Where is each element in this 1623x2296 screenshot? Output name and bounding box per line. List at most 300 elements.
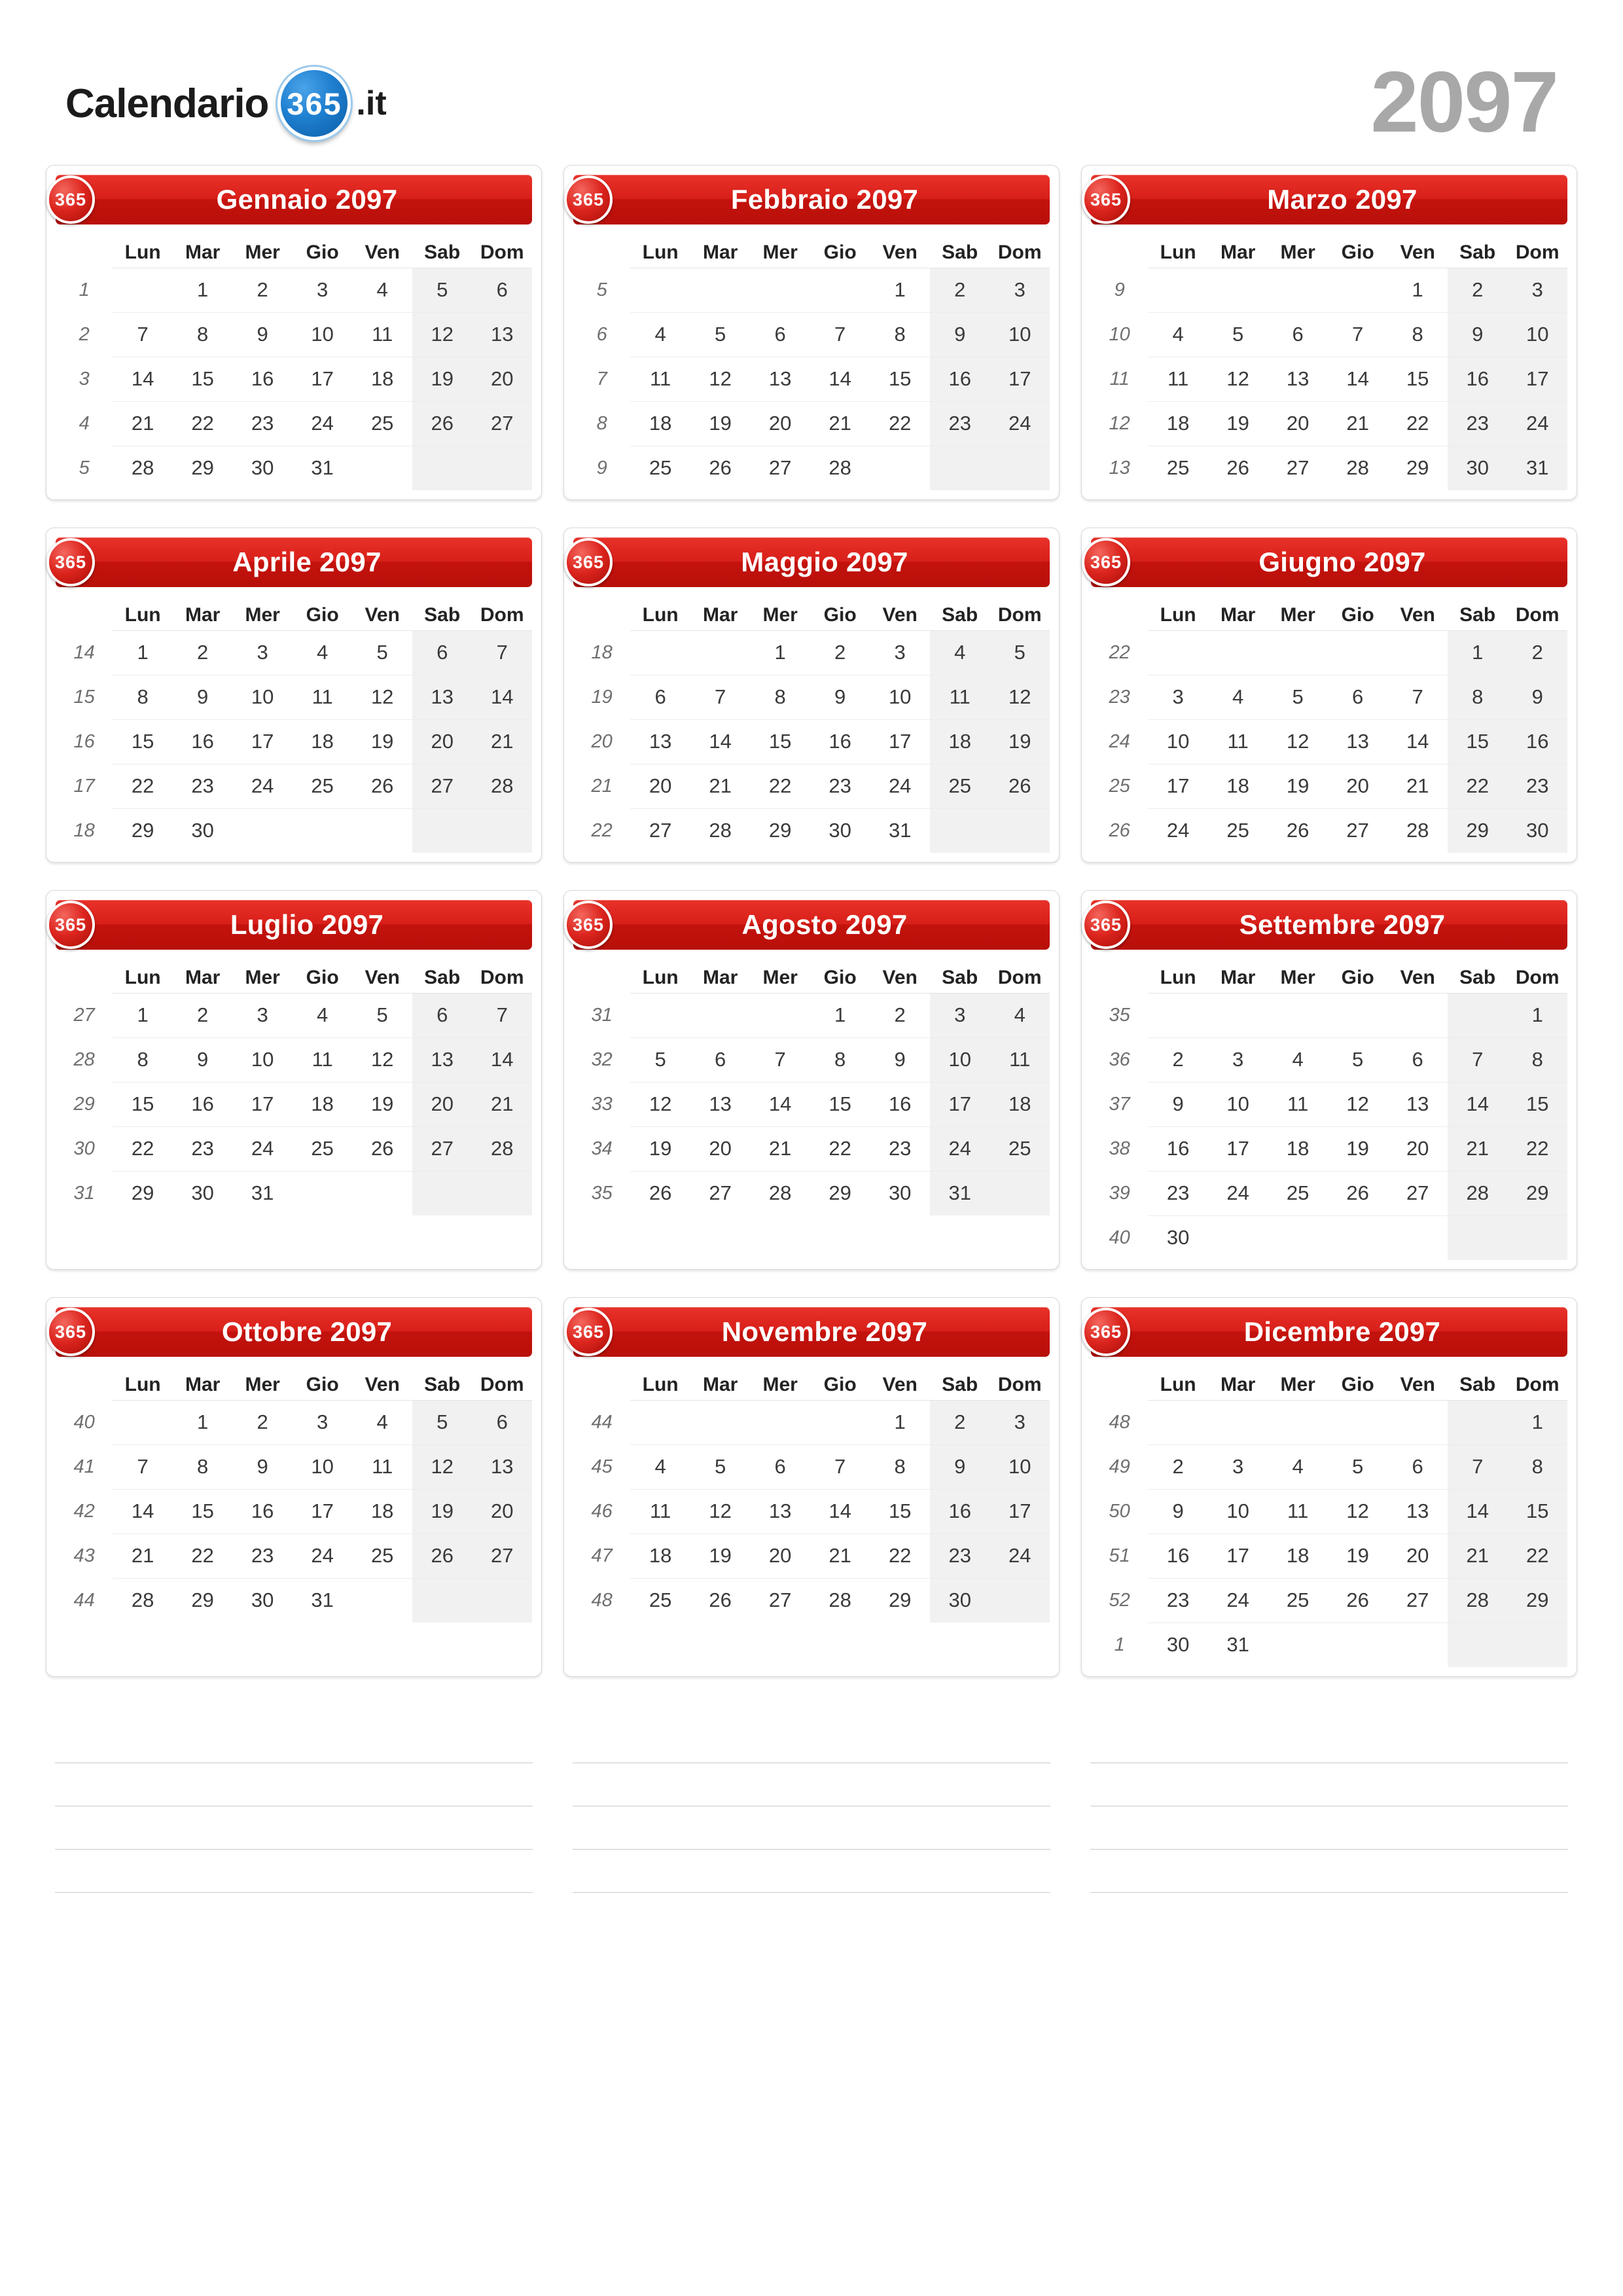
day-cell[interactable]: 8 bbox=[173, 1444, 233, 1489]
day-cell[interactable]: 26 bbox=[412, 1534, 473, 1578]
note-line[interactable] bbox=[55, 1850, 533, 1893]
day-cell[interactable]: 13 bbox=[472, 312, 532, 357]
day-cell[interactable]: 18 bbox=[293, 1082, 353, 1126]
day-cell[interactable]: 13 bbox=[750, 1489, 810, 1534]
day-cell[interactable]: 14 bbox=[1328, 357, 1388, 401]
day-cell[interactable]: 30 bbox=[232, 1578, 293, 1623]
day-cell[interactable]: 1 bbox=[1448, 630, 1508, 675]
day-cell[interactable]: 9 bbox=[1448, 312, 1508, 357]
day-cell[interactable]: 31 bbox=[870, 808, 930, 853]
day-cell[interactable]: 10 bbox=[930, 1037, 990, 1082]
note-line[interactable] bbox=[1090, 1850, 1568, 1893]
day-cell[interactable]: 12 bbox=[412, 1444, 473, 1489]
day-cell[interactable]: 8 bbox=[113, 1037, 173, 1082]
day-cell[interactable]: 25 bbox=[1208, 808, 1268, 853]
day-cell[interactable]: 20 bbox=[1387, 1126, 1448, 1171]
day-cell[interactable]: 13 bbox=[1387, 1489, 1448, 1534]
day-cell[interactable]: 23 bbox=[232, 1534, 293, 1578]
day-cell[interactable]: 5 bbox=[990, 630, 1050, 675]
day-cell[interactable]: 26 bbox=[412, 401, 473, 446]
day-cell[interactable]: 14 bbox=[1448, 1082, 1508, 1126]
day-cell[interactable]: 4 bbox=[352, 1400, 412, 1444]
day-cell[interactable]: 16 bbox=[173, 719, 233, 764]
day-cell[interactable]: 23 bbox=[1507, 764, 1567, 808]
day-cell[interactable]: 20 bbox=[1387, 1534, 1448, 1578]
day-cell[interactable]: 23 bbox=[810, 764, 870, 808]
day-cell[interactable]: 12 bbox=[352, 1037, 412, 1082]
note-line[interactable] bbox=[55, 1806, 533, 1850]
day-cell[interactable]: 28 bbox=[810, 1578, 870, 1623]
day-cell[interactable]: 6 bbox=[1387, 1444, 1448, 1489]
day-cell[interactable]: 2 bbox=[1507, 630, 1567, 675]
day-cell[interactable]: 13 bbox=[412, 675, 473, 719]
day-cell[interactable]: 2 bbox=[1148, 1444, 1208, 1489]
day-cell[interactable]: 4 bbox=[1268, 1444, 1328, 1489]
day-cell[interactable]: 30 bbox=[1148, 1623, 1208, 1667]
day-cell[interactable]: 8 bbox=[810, 1037, 870, 1082]
day-cell[interactable]: 6 bbox=[412, 993, 473, 1037]
day-cell[interactable]: 21 bbox=[1448, 1534, 1508, 1578]
day-cell[interactable]: 22 bbox=[113, 764, 173, 808]
day-cell[interactable]: 23 bbox=[870, 1126, 930, 1171]
day-cell[interactable]: 4 bbox=[293, 993, 353, 1037]
day-cell[interactable]: 8 bbox=[113, 675, 173, 719]
day-cell[interactable]: 16 bbox=[930, 357, 990, 401]
day-cell[interactable]: 9 bbox=[1507, 675, 1567, 719]
day-cell[interactable]: 15 bbox=[870, 1489, 930, 1534]
day-cell[interactable]: 16 bbox=[930, 1489, 990, 1534]
day-cell[interactable]: 5 bbox=[690, 312, 751, 357]
day-cell[interactable]: 20 bbox=[412, 1082, 473, 1126]
day-cell[interactable]: 2 bbox=[930, 268, 990, 312]
day-cell[interactable]: 30 bbox=[232, 446, 293, 490]
day-cell[interactable]: 16 bbox=[870, 1082, 930, 1126]
day-cell[interactable]: 6 bbox=[750, 1444, 810, 1489]
day-cell[interactable]: 6 bbox=[472, 268, 532, 312]
day-cell[interactable]: 10 bbox=[990, 312, 1050, 357]
day-cell[interactable]: 22 bbox=[870, 401, 930, 446]
day-cell[interactable]: 23 bbox=[1148, 1171, 1208, 1215]
day-cell[interactable]: 19 bbox=[990, 719, 1050, 764]
day-cell[interactable]: 26 bbox=[690, 446, 751, 490]
day-cell[interactable]: 4 bbox=[990, 993, 1050, 1037]
day-cell[interactable]: 1 bbox=[173, 268, 233, 312]
day-cell[interactable]: 29 bbox=[113, 808, 173, 853]
day-cell[interactable]: 11 bbox=[1268, 1082, 1328, 1126]
day-cell[interactable]: 28 bbox=[690, 808, 751, 853]
day-cell[interactable]: 17 bbox=[232, 719, 293, 764]
day-cell[interactable]: 8 bbox=[1448, 675, 1508, 719]
day-cell[interactable]: 12 bbox=[1328, 1082, 1388, 1126]
day-cell[interactable]: 27 bbox=[750, 446, 810, 490]
day-cell[interactable]: 21 bbox=[1387, 764, 1448, 808]
day-cell[interactable]: 27 bbox=[690, 1171, 751, 1215]
day-cell[interactable]: 3 bbox=[293, 268, 353, 312]
day-cell[interactable]: 10 bbox=[1208, 1489, 1268, 1534]
day-cell[interactable]: 27 bbox=[472, 401, 532, 446]
day-cell[interactable]: 24 bbox=[1507, 401, 1567, 446]
day-cell[interactable]: 11 bbox=[930, 675, 990, 719]
day-cell[interactable]: 26 bbox=[1328, 1578, 1388, 1623]
day-cell[interactable]: 22 bbox=[1448, 764, 1508, 808]
day-cell[interactable]: 14 bbox=[472, 675, 532, 719]
day-cell[interactable]: 25 bbox=[293, 764, 353, 808]
day-cell[interactable]: 5 bbox=[1328, 1037, 1388, 1082]
day-cell[interactable]: 18 bbox=[630, 1534, 690, 1578]
day-cell[interactable]: 29 bbox=[1448, 808, 1508, 853]
day-cell[interactable]: 7 bbox=[810, 1444, 870, 1489]
day-cell[interactable]: 19 bbox=[412, 1489, 473, 1534]
day-cell[interactable]: 14 bbox=[810, 1489, 870, 1534]
day-cell[interactable]: 9 bbox=[930, 1444, 990, 1489]
day-cell[interactable]: 23 bbox=[930, 401, 990, 446]
day-cell[interactable]: 24 bbox=[930, 1126, 990, 1171]
day-cell[interactable]: 14 bbox=[472, 1037, 532, 1082]
day-cell[interactable]: 16 bbox=[173, 1082, 233, 1126]
day-cell[interactable]: 14 bbox=[810, 357, 870, 401]
day-cell[interactable]: 2 bbox=[810, 630, 870, 675]
day-cell[interactable]: 14 bbox=[1448, 1489, 1508, 1534]
day-cell[interactable]: 26 bbox=[1268, 808, 1328, 853]
day-cell[interactable]: 14 bbox=[750, 1082, 810, 1126]
day-cell[interactable]: 18 bbox=[930, 719, 990, 764]
day-cell[interactable]: 22 bbox=[1387, 401, 1448, 446]
day-cell[interactable]: 19 bbox=[1208, 401, 1268, 446]
day-cell[interactable]: 4 bbox=[630, 1444, 690, 1489]
day-cell[interactable]: 12 bbox=[352, 675, 412, 719]
note-line[interactable] bbox=[573, 1806, 1050, 1850]
day-cell[interactable]: 26 bbox=[1328, 1171, 1388, 1215]
day-cell[interactable]: 16 bbox=[810, 719, 870, 764]
day-cell[interactable]: 24 bbox=[1148, 808, 1208, 853]
day-cell[interactable]: 12 bbox=[412, 312, 473, 357]
day-cell[interactable]: 22 bbox=[750, 764, 810, 808]
day-cell[interactable]: 17 bbox=[870, 719, 930, 764]
day-cell[interactable]: 11 bbox=[1208, 719, 1268, 764]
day-cell[interactable]: 16 bbox=[1148, 1534, 1208, 1578]
day-cell[interactable]: 4 bbox=[1268, 1037, 1328, 1082]
day-cell[interactable]: 2 bbox=[232, 268, 293, 312]
day-cell[interactable]: 13 bbox=[1387, 1082, 1448, 1126]
day-cell[interactable]: 11 bbox=[352, 312, 412, 357]
day-cell[interactable]: 20 bbox=[750, 1534, 810, 1578]
day-cell[interactable]: 15 bbox=[870, 357, 930, 401]
day-cell[interactable]: 20 bbox=[690, 1126, 751, 1171]
day-cell[interactable]: 13 bbox=[690, 1082, 751, 1126]
day-cell[interactable]: 7 bbox=[472, 630, 532, 675]
day-cell[interactable]: 17 bbox=[232, 1082, 293, 1126]
note-line[interactable] bbox=[573, 1763, 1050, 1806]
day-cell[interactable]: 14 bbox=[1387, 719, 1448, 764]
day-cell[interactable]: 17 bbox=[990, 357, 1050, 401]
day-cell[interactable]: 8 bbox=[173, 312, 233, 357]
day-cell[interactable]: 14 bbox=[690, 719, 751, 764]
day-cell[interactable]: 3 bbox=[293, 1400, 353, 1444]
day-cell[interactable]: 23 bbox=[1448, 401, 1508, 446]
day-cell[interactable]: 15 bbox=[113, 719, 173, 764]
day-cell[interactable]: 22 bbox=[810, 1126, 870, 1171]
day-cell[interactable]: 22 bbox=[1507, 1534, 1567, 1578]
note-line[interactable] bbox=[1090, 1763, 1568, 1806]
day-cell[interactable]: 30 bbox=[1507, 808, 1567, 853]
day-cell[interactable]: 30 bbox=[173, 1171, 233, 1215]
day-cell[interactable]: 2 bbox=[232, 1400, 293, 1444]
day-cell[interactable]: 17 bbox=[1507, 357, 1567, 401]
day-cell[interactable]: 4 bbox=[630, 312, 690, 357]
day-cell[interactable]: 4 bbox=[1148, 312, 1208, 357]
day-cell[interactable]: 18 bbox=[352, 1489, 412, 1534]
day-cell[interactable]: 6 bbox=[1328, 675, 1388, 719]
day-cell[interactable]: 11 bbox=[1148, 357, 1208, 401]
day-cell[interactable]: 20 bbox=[412, 719, 473, 764]
day-cell[interactable]: 28 bbox=[810, 446, 870, 490]
day-cell[interactable]: 19 bbox=[1328, 1126, 1388, 1171]
day-cell[interactable]: 12 bbox=[990, 675, 1050, 719]
day-cell[interactable]: 20 bbox=[1328, 764, 1388, 808]
day-cell[interactable]: 17 bbox=[1208, 1126, 1268, 1171]
day-cell[interactable]: 6 bbox=[1268, 312, 1328, 357]
day-cell[interactable]: 1 bbox=[870, 1400, 930, 1444]
day-cell[interactable]: 18 bbox=[352, 357, 412, 401]
day-cell[interactable]: 22 bbox=[173, 401, 233, 446]
day-cell[interactable]: 10 bbox=[1507, 312, 1567, 357]
day-cell[interactable]: 8 bbox=[870, 1444, 930, 1489]
day-cell[interactable]: 19 bbox=[1268, 764, 1328, 808]
day-cell[interactable]: 15 bbox=[1448, 719, 1508, 764]
day-cell[interactable]: 1 bbox=[1507, 993, 1567, 1037]
day-cell[interactable]: 24 bbox=[1208, 1578, 1268, 1623]
note-line[interactable] bbox=[1090, 1720, 1568, 1763]
day-cell[interactable]: 5 bbox=[1268, 675, 1328, 719]
day-cell[interactable]: 2 bbox=[870, 993, 930, 1037]
day-cell[interactable]: 10 bbox=[293, 312, 353, 357]
day-cell[interactable]: 26 bbox=[690, 1578, 751, 1623]
note-line[interactable] bbox=[573, 1720, 1050, 1763]
day-cell[interactable]: 27 bbox=[412, 1126, 473, 1171]
day-cell[interactable]: 3 bbox=[990, 1400, 1050, 1444]
day-cell[interactable]: 12 bbox=[1268, 719, 1328, 764]
day-cell[interactable]: 27 bbox=[1328, 808, 1388, 853]
day-cell[interactable]: 16 bbox=[232, 1489, 293, 1534]
day-cell[interactable]: 1 bbox=[113, 993, 173, 1037]
day-cell[interactable]: 7 bbox=[690, 675, 751, 719]
day-cell[interactable]: 21 bbox=[690, 764, 751, 808]
day-cell[interactable]: 1 bbox=[113, 630, 173, 675]
day-cell[interactable]: 11 bbox=[630, 1489, 690, 1534]
day-cell[interactable]: 21 bbox=[750, 1126, 810, 1171]
day-cell[interactable]: 25 bbox=[293, 1126, 353, 1171]
day-cell[interactable]: 17 bbox=[930, 1082, 990, 1126]
day-cell[interactable]: 29 bbox=[173, 1578, 233, 1623]
day-cell[interactable]: 13 bbox=[472, 1444, 532, 1489]
day-cell[interactable]: 22 bbox=[870, 1534, 930, 1578]
day-cell[interactable]: 3 bbox=[870, 630, 930, 675]
day-cell[interactable]: 18 bbox=[1148, 401, 1208, 446]
day-cell[interactable]: 19 bbox=[412, 357, 473, 401]
day-cell[interactable]: 20 bbox=[1268, 401, 1328, 446]
day-cell[interactable]: 10 bbox=[232, 675, 293, 719]
day-cell[interactable]: 28 bbox=[472, 1126, 532, 1171]
day-cell[interactable]: 18 bbox=[1208, 764, 1268, 808]
day-cell[interactable]: 25 bbox=[1268, 1578, 1328, 1623]
day-cell[interactable]: 12 bbox=[630, 1082, 690, 1126]
day-cell[interactable]: 29 bbox=[870, 1578, 930, 1623]
day-cell[interactable]: 10 bbox=[293, 1444, 353, 1489]
day-cell[interactable]: 3 bbox=[1148, 675, 1208, 719]
day-cell[interactable]: 17 bbox=[990, 1489, 1050, 1534]
day-cell[interactable]: 25 bbox=[1148, 446, 1208, 490]
day-cell[interactable]: 5 bbox=[412, 268, 473, 312]
day-cell[interactable]: 30 bbox=[870, 1171, 930, 1215]
day-cell[interactable]: 23 bbox=[232, 401, 293, 446]
day-cell[interactable]: 11 bbox=[293, 1037, 353, 1082]
day-cell[interactable]: 15 bbox=[1387, 357, 1448, 401]
day-cell[interactable]: 25 bbox=[630, 446, 690, 490]
day-cell[interactable]: 3 bbox=[930, 993, 990, 1037]
day-cell[interactable]: 26 bbox=[1208, 446, 1268, 490]
day-cell[interactable]: 28 bbox=[750, 1171, 810, 1215]
day-cell[interactable]: 29 bbox=[1507, 1578, 1567, 1623]
day-cell[interactable]: 28 bbox=[113, 1578, 173, 1623]
day-cell[interactable]: 27 bbox=[1268, 446, 1328, 490]
day-cell[interactable]: 1 bbox=[1507, 1400, 1567, 1444]
day-cell[interactable]: 20 bbox=[472, 357, 532, 401]
day-cell[interactable]: 28 bbox=[113, 446, 173, 490]
day-cell[interactable]: 23 bbox=[930, 1534, 990, 1578]
day-cell[interactable]: 15 bbox=[750, 719, 810, 764]
day-cell[interactable]: 6 bbox=[690, 1037, 751, 1082]
day-cell[interactable]: 8 bbox=[1387, 312, 1448, 357]
day-cell[interactable]: 7 bbox=[1387, 675, 1448, 719]
day-cell[interactable]: 12 bbox=[690, 357, 751, 401]
day-cell[interactable]: 21 bbox=[1448, 1126, 1508, 1171]
day-cell[interactable]: 29 bbox=[1507, 1171, 1567, 1215]
day-cell[interactable]: 7 bbox=[472, 993, 532, 1037]
day-cell[interactable]: 15 bbox=[1507, 1082, 1567, 1126]
day-cell[interactable]: 30 bbox=[930, 1578, 990, 1623]
day-cell[interactable]: 2 bbox=[173, 630, 233, 675]
day-cell[interactable]: 2 bbox=[1148, 1037, 1208, 1082]
day-cell[interactable]: 22 bbox=[1507, 1126, 1567, 1171]
day-cell[interactable]: 24 bbox=[990, 1534, 1050, 1578]
day-cell[interactable]: 21 bbox=[810, 401, 870, 446]
day-cell[interactable]: 20 bbox=[750, 401, 810, 446]
day-cell[interactable]: 7 bbox=[810, 312, 870, 357]
day-cell[interactable]: 21 bbox=[113, 1534, 173, 1578]
day-cell[interactable]: 5 bbox=[352, 993, 412, 1037]
day-cell[interactable]: 26 bbox=[352, 1126, 412, 1171]
day-cell[interactable]: 10 bbox=[1148, 719, 1208, 764]
day-cell[interactable]: 15 bbox=[1507, 1489, 1567, 1534]
day-cell[interactable]: 4 bbox=[352, 268, 412, 312]
day-cell[interactable]: 21 bbox=[1328, 401, 1388, 446]
day-cell[interactable]: 16 bbox=[232, 357, 293, 401]
day-cell[interactable]: 6 bbox=[1387, 1037, 1448, 1082]
day-cell[interactable]: 24 bbox=[232, 1126, 293, 1171]
day-cell[interactable]: 26 bbox=[352, 764, 412, 808]
day-cell[interactable]: 15 bbox=[173, 357, 233, 401]
day-cell[interactable]: 9 bbox=[810, 675, 870, 719]
day-cell[interactable]: 3 bbox=[232, 993, 293, 1037]
day-cell[interactable]: 17 bbox=[1148, 764, 1208, 808]
day-cell[interactable]: 19 bbox=[352, 1082, 412, 1126]
day-cell[interactable]: 24 bbox=[990, 401, 1050, 446]
day-cell[interactable]: 25 bbox=[1268, 1171, 1328, 1215]
day-cell[interactable]: 31 bbox=[930, 1171, 990, 1215]
day-cell[interactable]: 16 bbox=[1448, 357, 1508, 401]
day-cell[interactable]: 3 bbox=[990, 268, 1050, 312]
day-cell[interactable]: 8 bbox=[1507, 1444, 1567, 1489]
day-cell[interactable]: 27 bbox=[1387, 1578, 1448, 1623]
day-cell[interactable]: 7 bbox=[750, 1037, 810, 1082]
day-cell[interactable]: 6 bbox=[750, 312, 810, 357]
day-cell[interactable]: 2 bbox=[173, 993, 233, 1037]
day-cell[interactable]: 2 bbox=[1448, 268, 1508, 312]
day-cell[interactable]: 30 bbox=[810, 808, 870, 853]
day-cell[interactable]: 15 bbox=[173, 1489, 233, 1534]
day-cell[interactable]: 26 bbox=[990, 764, 1050, 808]
note-line[interactable] bbox=[55, 1763, 533, 1806]
day-cell[interactable]: 15 bbox=[810, 1082, 870, 1126]
day-cell[interactable]: 15 bbox=[113, 1082, 173, 1126]
day-cell[interactable]: 5 bbox=[412, 1400, 473, 1444]
day-cell[interactable]: 24 bbox=[293, 1534, 353, 1578]
day-cell[interactable]: 18 bbox=[990, 1082, 1050, 1126]
day-cell[interactable]: 25 bbox=[352, 1534, 412, 1578]
day-cell[interactable]: 31 bbox=[1208, 1623, 1268, 1667]
day-cell[interactable]: 31 bbox=[1507, 446, 1567, 490]
day-cell[interactable]: 19 bbox=[630, 1126, 690, 1171]
day-cell[interactable]: 29 bbox=[173, 446, 233, 490]
day-cell[interactable]: 26 bbox=[630, 1171, 690, 1215]
day-cell[interactable]: 19 bbox=[1328, 1534, 1388, 1578]
day-cell[interactable]: 3 bbox=[1507, 268, 1567, 312]
day-cell[interactable]: 9 bbox=[870, 1037, 930, 1082]
day-cell[interactable]: 9 bbox=[1148, 1489, 1208, 1534]
day-cell[interactable]: 4 bbox=[293, 630, 353, 675]
day-cell[interactable]: 21 bbox=[472, 719, 532, 764]
day-cell[interactable]: 3 bbox=[1208, 1037, 1268, 1082]
day-cell[interactable]: 14 bbox=[113, 1489, 173, 1534]
day-cell[interactable]: 28 bbox=[1448, 1171, 1508, 1215]
day-cell[interactable]: 4 bbox=[1208, 675, 1268, 719]
day-cell[interactable]: 18 bbox=[1268, 1126, 1328, 1171]
day-cell[interactable]: 14 bbox=[113, 357, 173, 401]
site-logo[interactable] bbox=[65, 67, 387, 140]
day-cell[interactable]: 22 bbox=[173, 1534, 233, 1578]
day-cell[interactable]: 28 bbox=[1387, 808, 1448, 853]
day-cell[interactable]: 11 bbox=[352, 1444, 412, 1489]
note-line[interactable] bbox=[573, 1850, 1050, 1893]
day-cell[interactable]: 9 bbox=[1148, 1082, 1208, 1126]
day-cell[interactable]: 16 bbox=[1148, 1126, 1208, 1171]
day-cell[interactable]: 31 bbox=[293, 446, 353, 490]
day-cell[interactable]: 3 bbox=[1208, 1444, 1268, 1489]
day-cell[interactable]: 28 bbox=[1328, 446, 1388, 490]
day-cell[interactable]: 8 bbox=[750, 675, 810, 719]
day-cell[interactable]: 29 bbox=[810, 1171, 870, 1215]
day-cell[interactable]: 4 bbox=[930, 630, 990, 675]
day-cell[interactable]: 21 bbox=[472, 1082, 532, 1126]
day-cell[interactable]: 5 bbox=[690, 1444, 751, 1489]
day-cell[interactable]: 19 bbox=[690, 1534, 751, 1578]
day-cell[interactable]: 1 bbox=[750, 630, 810, 675]
day-cell[interactable]: 1 bbox=[810, 993, 870, 1037]
day-cell[interactable]: 21 bbox=[810, 1534, 870, 1578]
day-cell[interactable]: 7 bbox=[1448, 1037, 1508, 1082]
day-cell[interactable]: 27 bbox=[412, 764, 473, 808]
day-cell[interactable]: 12 bbox=[1328, 1489, 1388, 1534]
